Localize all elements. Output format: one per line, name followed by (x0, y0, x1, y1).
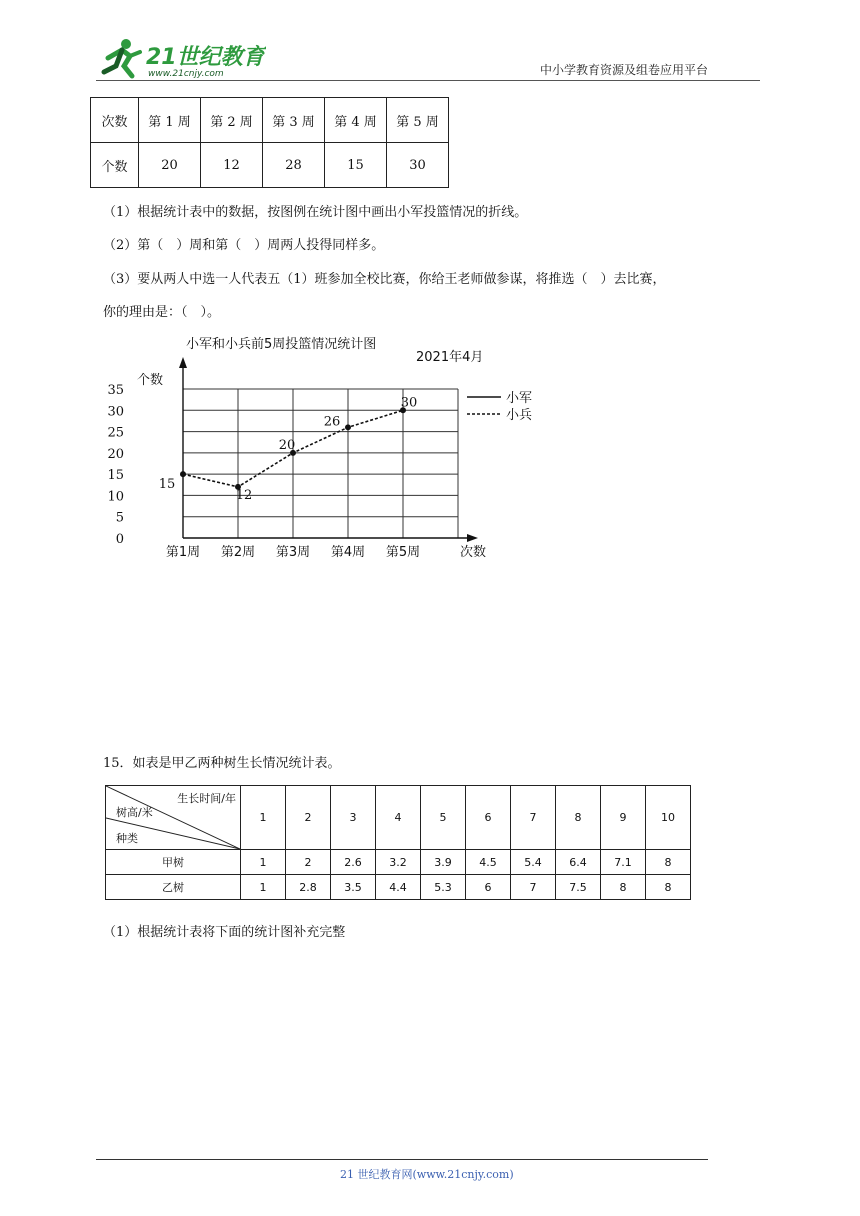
question-15-title: 15．如表是甲乙两种树生长情况统计表。 (103, 756, 341, 771)
y-tick-label: 15 (107, 468, 124, 484)
line-chart (100, 330, 560, 570)
table-cell: 8 (601, 875, 646, 900)
table-cell: 20 (139, 143, 201, 188)
table-cell: 30 (387, 143, 449, 188)
y-tick-labels (107, 383, 124, 547)
table-cell: 12 (201, 143, 263, 188)
data-label: 30 (400, 395, 418, 411)
header-platform-text: 中小学教育资源及组卷应用平台 (540, 63, 709, 77)
row-header: 乙树 (106, 875, 241, 900)
data-label: 26 (323, 414, 341, 430)
header-divider (96, 80, 760, 81)
question-3: （3）要从两人中选一人代表五（1）班参加全校比赛，你给王老师做参谋，将推选（ ）去比赛， (103, 272, 666, 287)
table-row (106, 850, 691, 875)
logo-url: www.21cnjy.com (148, 69, 224, 79)
shots-table (90, 97, 449, 188)
table-cell: 15 (325, 143, 387, 188)
table-cell: 个数 (91, 143, 139, 188)
year-header-cell: 7 (511, 786, 556, 850)
table-cell: 7.5 (556, 875, 601, 900)
table-cell: 第 2 周 (201, 98, 263, 143)
y-tick-label: 35 (107, 383, 124, 398)
year-header-cell: 6 (466, 786, 511, 850)
data-label: 15 (158, 477, 176, 493)
data-label: 20 (278, 437, 296, 453)
table-cell: 5.3 (421, 875, 466, 900)
chart-legend (467, 391, 532, 423)
series-xiaobing (159, 395, 418, 503)
chart-axes (179, 357, 478, 542)
table-cell: 第 5 周 (387, 98, 449, 143)
y-tick-label: 10 (107, 489, 124, 505)
table-cell: 4.4 (376, 875, 421, 900)
question-1: （1）根据统计表中的数据，按图例在统计图中画出小军投篮情况的折线。 (103, 205, 528, 220)
table-cell: 第 1 周 (139, 98, 201, 143)
legend-label-xiaojun: 小军 (506, 391, 533, 406)
y-tick-label: 25 (107, 425, 124, 441)
table-corner-cell (106, 786, 241, 850)
row-header: 甲树 (106, 850, 241, 875)
table-cell: 1 (241, 875, 286, 900)
question-3-reason: 你的理由是：（ ）。 (103, 305, 221, 320)
year-header-cell: 8 (556, 786, 601, 850)
data-point (180, 471, 186, 477)
table-cell: 2.6 (331, 850, 376, 875)
y-tick-label: 20 (107, 446, 124, 462)
table-cell: 28 (263, 143, 325, 188)
y-tick-label: 5 (115, 510, 124, 526)
question-15-1: （1）根据统计表将下面的统计图补充完整 (103, 925, 346, 940)
table-row (106, 786, 691, 850)
year-header-cell: 5 (421, 786, 466, 850)
y-tick-label: 0 (115, 532, 124, 547)
tree-growth-table (105, 785, 691, 900)
table-row (91, 143, 449, 188)
site-logo (96, 36, 266, 82)
legend-label-xiaobing: 小兵 (506, 408, 533, 423)
footer-divider (96, 1159, 708, 1160)
y-axis-label: 个数 (137, 373, 164, 388)
year-header-cell: 3 (331, 786, 376, 850)
chart-title: 小军和小兵前5周投篮情况统计图 (186, 337, 377, 352)
corner-label-type: 种类 (116, 832, 138, 845)
x-tick-label: 第5周 (385, 545, 421, 560)
table-row (91, 98, 449, 143)
table-row (106, 875, 691, 900)
question-2: （2）第（ ）周和第（ ）周两人投得同样多。 (103, 238, 385, 253)
runner-icon (104, 39, 140, 76)
table-cell: 次数 (91, 98, 139, 143)
corner-label-height: 树高/米 (116, 806, 153, 819)
table-cell: 7 (511, 875, 556, 900)
x-axis-label: 次数 (460, 545, 487, 560)
table-cell: 3.5 (331, 875, 376, 900)
table-cell: 1 (241, 850, 286, 875)
table-cell: 6.4 (556, 850, 601, 875)
table-cell: 8 (646, 850, 691, 875)
x-tick-label: 第3周 (275, 545, 311, 560)
table-cell: 3.9 (421, 850, 466, 875)
year-header-cell: 2 (286, 786, 331, 850)
x-tick-label: 第2周 (220, 545, 256, 560)
table-cell: 2 (286, 850, 331, 875)
x-tick-label: 第1周 (165, 545, 201, 560)
y-axis-arrow-icon (179, 357, 187, 368)
x-tick-label: 第4周 (330, 545, 366, 560)
data-label: 12 (235, 487, 253, 503)
year-header-cell: 1 (241, 786, 286, 850)
table-cell: 8 (646, 875, 691, 900)
x-tick-labels (166, 545, 420, 560)
table-cell: 5.4 (511, 850, 556, 875)
y-tick-label: 30 (107, 404, 124, 420)
chart-date: 2021年4月 (416, 350, 484, 365)
year-header-cell: 4 (376, 786, 421, 850)
corner-label-time: 生长时间/年 (177, 792, 236, 805)
x-axis-arrow-icon (467, 534, 478, 542)
table-cell: 6 (466, 875, 511, 900)
table-cell: 7.1 (601, 850, 646, 875)
table-cell: 2.8 (286, 875, 331, 900)
logo-text: 21世纪教育 (146, 45, 265, 70)
table-cell: 第 4 周 (325, 98, 387, 143)
footer-text: 21 世纪教育网(www.21cnjy.com) (340, 1168, 514, 1181)
year-header-cell: 10 (646, 786, 691, 850)
table-cell: 第 3 周 (263, 98, 325, 143)
year-header-cell: 9 (601, 786, 646, 850)
table-cell: 4.5 (466, 850, 511, 875)
chart-grid (183, 389, 458, 538)
data-point (345, 424, 351, 430)
table-cell: 3.2 (376, 850, 421, 875)
